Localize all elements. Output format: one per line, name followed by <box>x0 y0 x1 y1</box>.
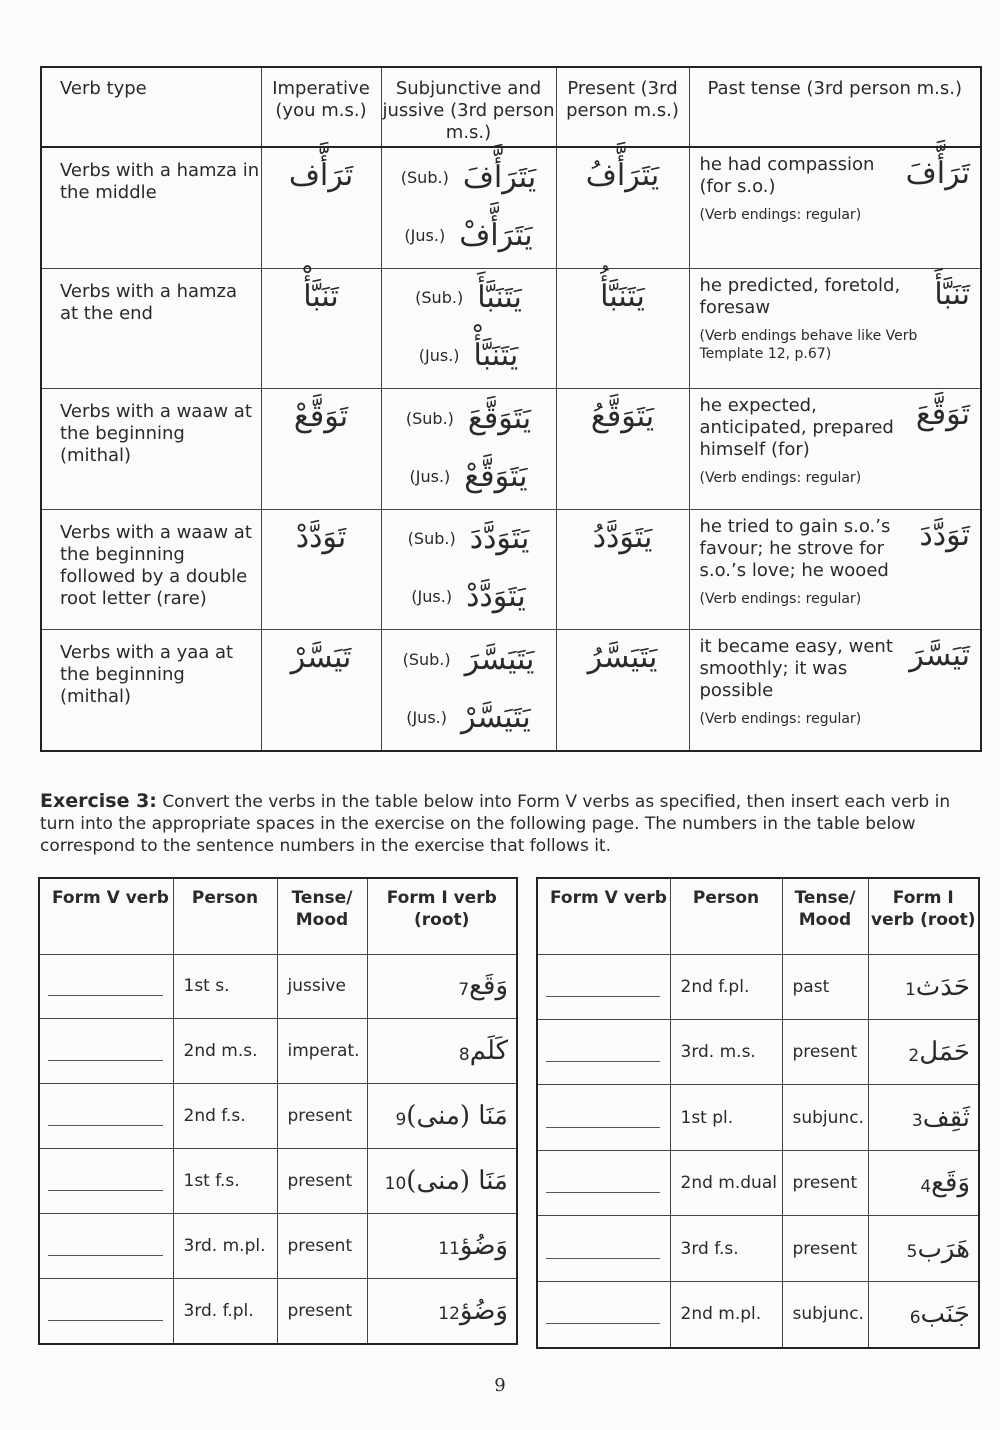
sub-label: (Sub.) <box>407 529 456 549</box>
root-verb: جَنَب <box>920 1299 970 1330</box>
subjunctive-line <box>382 148 556 206</box>
verb-type: Verbs with a hamza in the middle <box>41 147 261 268</box>
present-cell <box>556 268 689 389</box>
exercise-row <box>537 1019 979 1084</box>
jus-label: (Jus.) <box>404 225 446 245</box>
jus-label: (Jus.) <box>406 707 447 727</box>
subjunctive-form: يَتَرَأَّفَ <box>462 159 537 195</box>
present-cell <box>556 389 689 510</box>
subjunctive-jussive-cell <box>381 630 556 751</box>
form-i-root-cell <box>868 1281 979 1348</box>
tense-mood: present <box>782 1216 868 1281</box>
person: 1st pl. <box>670 1085 782 1150</box>
present-form: يَتَرَأَّفُ <box>585 158 660 193</box>
person: 2nd m.dual <box>670 1150 782 1215</box>
sub-label: (Sub.) <box>405 408 454 428</box>
imperative-cell <box>261 630 381 751</box>
root-verb: مَنَا (منى) <box>406 1165 508 1196</box>
jus-label: (Jus.) <box>411 587 453 607</box>
subjunctive-line <box>382 510 556 568</box>
tense-mood: subjunc. <box>782 1281 868 1348</box>
tense-mood: present <box>782 1150 868 1215</box>
form-i-root-cell <box>868 1150 979 1215</box>
person: 1st f.s. <box>173 1148 277 1213</box>
tense-mood: present <box>277 1084 367 1149</box>
past-cell <box>689 509 981 630</box>
header-person: Person <box>173 878 277 954</box>
exercise-row <box>537 954 979 1019</box>
exercise-row <box>537 1150 979 1215</box>
verb-type: Verbs with a hamza at the end <box>41 268 261 389</box>
imperative-form: تَنَبَّأْ <box>303 278 339 314</box>
verb-endings-note: (Verb endings: regular) <box>699 711 862 728</box>
header-tense-mood: Tense/ Mood <box>782 878 868 954</box>
jussive-line <box>382 568 556 626</box>
past-form: تَوَدَّدَ <box>919 517 970 553</box>
exercise-row <box>537 1216 979 1281</box>
sentence-number: 5 <box>906 1242 918 1263</box>
header-past: Past tense (3rd person m.s.) <box>689 67 981 147</box>
header-present: Present (3rd person m.s.) <box>556 67 689 147</box>
subjunctive-jussive-cell <box>381 268 556 389</box>
exercise-header-row <box>39 878 517 954</box>
form-i-root-cell <box>367 954 517 1019</box>
tense-mood: present <box>277 1148 367 1213</box>
tense-mood: imperat. <box>277 1019 367 1084</box>
sentence-number: 3 <box>911 1111 923 1132</box>
past-cell <box>689 389 981 510</box>
root-verb: وَقَع <box>469 971 508 1002</box>
subjunctive-form: يَتَيَسَّرَ <box>464 641 535 677</box>
jussive-form: يَتَوَدَّدْ <box>466 579 526 615</box>
header-form-i: Form I verb (root) <box>868 878 979 954</box>
person: 2nd m.s. <box>173 1019 277 1084</box>
header-person: Person <box>670 878 782 954</box>
sentence-number: 6 <box>909 1307 921 1328</box>
table-row <box>41 389 981 510</box>
person: 2nd m.pl. <box>670 1281 782 1348</box>
verb-meaning: he expected, anticipated, prepared himself (for) <box>699 395 894 461</box>
form-v-answer-blank[interactable] <box>39 1019 173 1084</box>
table-row <box>41 147 981 268</box>
present-cell <box>556 147 689 268</box>
sentence-number: 12 <box>438 1304 460 1325</box>
subjunctive-line <box>382 630 556 688</box>
jussive-form: يَتَرَأَّفْ <box>459 217 533 253</box>
form-v-answer-blank[interactable] <box>39 1213 173 1278</box>
table-row <box>41 630 981 751</box>
sentence-number: 8 <box>458 1044 470 1065</box>
sentence-number: 1 <box>904 980 916 1001</box>
form-i-root-cell <box>367 1019 517 1084</box>
verb-type: Verbs with a waaw at the beginning followed by a double root letter (rare) <box>41 509 261 630</box>
past-cell <box>689 268 981 389</box>
form-i-root-cell <box>868 1019 979 1084</box>
jus-label: (Jus.) <box>409 466 451 486</box>
sentence-number: 2 <box>908 1045 920 1066</box>
root-verb: حَدَث <box>915 971 970 1002</box>
root-verb: حَمَل <box>919 1037 970 1068</box>
sentence-number: 11 <box>438 1239 460 1260</box>
exercise-row <box>39 1019 517 1084</box>
form-v-answer-blank[interactable] <box>537 1150 670 1215</box>
verb-endings-note: (Verb endings: regular) <box>699 590 862 607</box>
person: 3rd. f.pl. <box>173 1278 277 1344</box>
form-v-answer-blank[interactable] <box>39 1148 173 1213</box>
person: 2nd f.s. <box>173 1084 277 1149</box>
sentence-number: 9 <box>395 1109 407 1130</box>
header-form-v: Form V verb <box>39 878 173 954</box>
present-form: يَتَوَدَّدُ <box>592 519 653 555</box>
present-cell <box>556 509 689 630</box>
form-i-root-cell <box>868 1216 979 1281</box>
root-verb: هَرَب <box>917 1233 970 1264</box>
exercise-heading: Exercise 3: <box>40 790 157 812</box>
tense-mood: subjunc. <box>782 1085 868 1150</box>
present-form: يَتَيَسَّرُ <box>587 640 658 676</box>
verb-table-header-row <box>41 67 981 147</box>
past-cell <box>689 147 981 268</box>
verb-meaning: he had compassion (for s.o.) <box>699 154 875 197</box>
imperative-cell <box>261 389 381 510</box>
form-v-answer-blank[interactable] <box>537 1281 670 1348</box>
form-v-answer-blank[interactable] <box>39 954 173 1019</box>
subjunctive-form: يَتَنَبَّأَ <box>477 280 522 316</box>
subjunctive-form: يَتَوَقَّعَ <box>467 400 532 436</box>
form-i-root-cell <box>367 1278 517 1344</box>
exercise-instructions <box>40 790 970 857</box>
subjunctive-line <box>382 269 556 327</box>
verb-type: Verbs with a waaw at the beginning (mithal) <box>41 389 261 510</box>
person: 3rd. m.s. <box>670 1019 782 1084</box>
jussive-form: يَتَنَبَّأْ <box>473 338 519 374</box>
past-cell <box>689 630 981 751</box>
person: 3rd f.s. <box>670 1216 782 1281</box>
exercise-header-row <box>537 878 979 954</box>
tense-mood: present <box>277 1278 367 1344</box>
exercise-table-left <box>38 877 518 1345</box>
person: 2nd f.pl. <box>670 954 782 1019</box>
person: 1st s. <box>173 954 277 1019</box>
tense-mood: present <box>782 1019 868 1084</box>
table-row <box>41 509 981 630</box>
header-form-i: Form I verb (root) <box>367 878 517 954</box>
jussive-form: يَتَوَقَّعْ <box>464 458 528 494</box>
imperative-form: تَيَسَّرْ <box>290 640 352 676</box>
present-cell <box>556 630 689 751</box>
table-row <box>41 268 981 389</box>
subjunctive-jussive-cell <box>381 389 556 510</box>
header-form-v: Form V verb <box>537 878 670 954</box>
verb-meaning: he predicted, foretold, foresaw <box>699 274 901 318</box>
imperative-form: تَرَأَّف <box>288 158 354 193</box>
past-form: تَنَبَّأَ <box>934 276 970 312</box>
tense-mood: jussive <box>277 954 367 1019</box>
sub-label: (Sub.) <box>415 288 464 308</box>
verb-endings-note: (Verb endings behave like Verb Template 12, p.67) <box>699 327 918 362</box>
subjunctive-jussive-cell <box>381 509 556 630</box>
imperative-form: تَوَدَّدْ <box>295 519 347 555</box>
sub-label: (Sub.) <box>400 167 449 187</box>
header-subjunctive: Subjunctive and jussive (3rd person m.s.) <box>381 67 556 147</box>
jussive-line <box>382 327 556 385</box>
form-v-answer-blank[interactable] <box>39 1084 173 1149</box>
form-i-root-cell <box>367 1148 517 1213</box>
root-verb: مَنَا (منى) <box>406 1101 508 1132</box>
header-imperative: Imperative (you m.s.) <box>261 67 381 147</box>
form-v-answer-blank[interactable] <box>537 1019 670 1084</box>
tense-mood: present <box>277 1213 367 1278</box>
jussive-line <box>382 688 556 746</box>
sub-label: (Sub.) <box>402 649 451 669</box>
verb-type: Verbs with a yaa at the beginning (mithal) <box>41 630 261 751</box>
header-verb-type: Verb type <box>41 67 261 147</box>
exercise-row <box>39 1278 517 1344</box>
form-v-answer-blank[interactable] <box>39 1278 173 1344</box>
form-i-root-cell <box>868 954 979 1019</box>
exercise-row <box>39 954 517 1019</box>
root-verb: وَضُؤ <box>459 1295 508 1326</box>
verb-meaning: he tried to gain s.o.’s favour; he strove for s.o.’s love; he wooed <box>699 515 891 581</box>
present-form: يَتَوَقَّعُ <box>590 399 655 435</box>
root-verb: كَلَم <box>469 1036 508 1067</box>
jussive-line <box>382 206 556 264</box>
sentence-number: 4 <box>920 1176 932 1197</box>
jus-label: (Jus.) <box>418 346 460 366</box>
page-number: 9 <box>494 1375 506 1396</box>
imperative-cell <box>261 147 381 268</box>
exercise-row <box>39 1213 517 1278</box>
imperative-cell <box>261 268 381 389</box>
subjunctive-jussive-cell <box>381 147 556 268</box>
verb-endings-note: (Verb endings: regular) <box>699 207 862 223</box>
form-v-answer-blank[interactable] <box>537 1216 670 1281</box>
exercise-row <box>537 1085 979 1150</box>
past-form: تَيَسَّرَ <box>909 638 970 674</box>
tense-mood: past <box>782 954 868 1019</box>
past-form: تَرَأَّفَ <box>905 156 970 191</box>
verb-endings-note: (Verb endings: regular) <box>699 470 862 487</box>
verb-meaning: it became easy, went smoothly; it was possible <box>699 636 893 702</box>
root-verb: وَقَع <box>931 1168 970 1199</box>
exercise-row <box>39 1084 517 1149</box>
imperative-cell <box>261 509 381 630</box>
form-v-answer-blank[interactable] <box>537 954 670 1019</box>
exercise-row <box>537 1281 979 1348</box>
present-form: يَتَنَبَّأُ <box>600 278 645 314</box>
imperative-form: تَوَقَّعْ <box>293 399 349 435</box>
form-i-root-cell <box>367 1084 517 1149</box>
subjunctive-line <box>382 389 556 447</box>
root-verb: وَضُؤ <box>459 1230 508 1261</box>
exercise-table-right <box>536 877 980 1349</box>
person: 3rd. m.pl. <box>173 1213 277 1278</box>
sentence-number: 10 <box>384 1174 407 1195</box>
form-v-answer-blank[interactable] <box>537 1085 670 1150</box>
jussive-line <box>382 447 556 505</box>
sentence-number: 7 <box>458 979 470 1000</box>
root-verb: ثَقِف <box>922 1102 970 1133</box>
jussive-form: يَتَيَسَّرْ <box>460 699 531 735</box>
exercise-row <box>39 1148 517 1213</box>
form-i-root-cell <box>868 1085 979 1150</box>
form-i-root-cell <box>367 1213 517 1278</box>
header-tense-mood: Tense/ Mood <box>277 878 367 954</box>
verb-type-table <box>40 66 982 752</box>
subjunctive-form: يَتَوَدَّدَ <box>469 521 530 557</box>
past-form: تَوَقَّعَ <box>915 397 970 433</box>
exercise-text: Convert the verbs in the table below into Form V verbs as specified, then insert each verb in turn into the appropriate spaces in the exercise on the following page. The numbers in the table below correspond to the sentence numbers in the exercise that follows it. <box>40 792 951 856</box>
